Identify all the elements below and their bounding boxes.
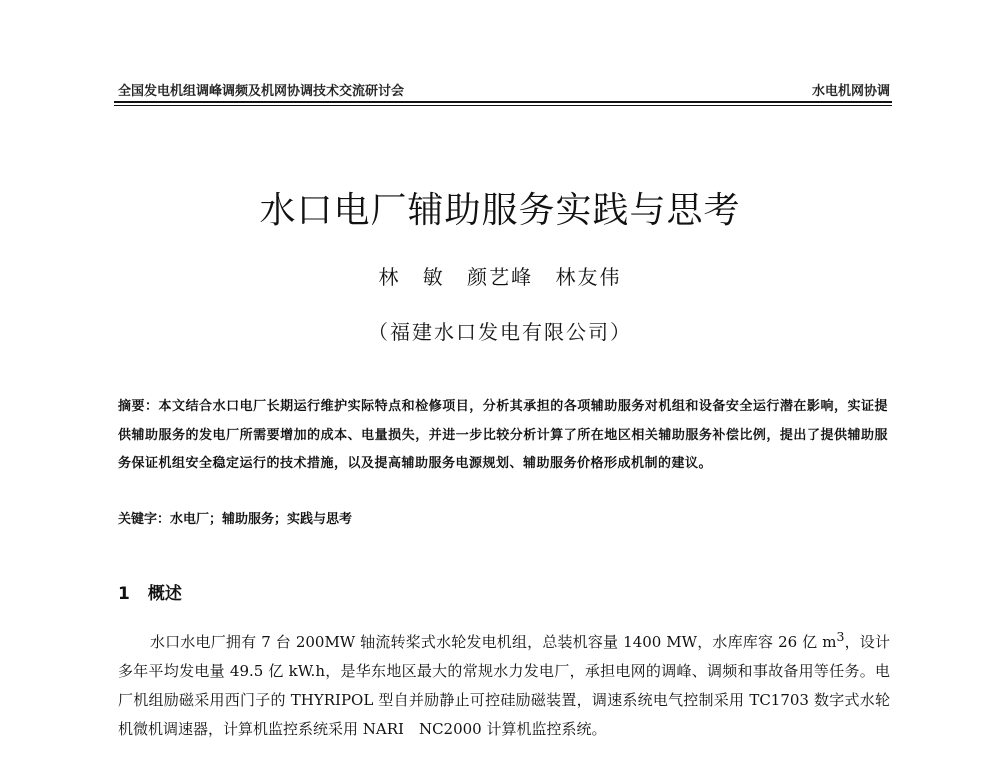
- abstract: [118, 393, 888, 479]
- body-superscript: 3: [836, 629, 845, 644]
- keywords: [118, 508, 888, 527]
- section-title: 概述: [147, 584, 182, 604]
- keywords-text: 水电厂；辅助服务；实践与思考: [170, 512, 353, 527]
- paper-affiliation: （福建水口发电有限公司）: [368, 320, 632, 344]
- body-text-part2: ，设计多年平均发电量 49.5 亿 kW.h，是华东地区最大的常规水力发电厂，承担电网的调峰、调频和事故备用等任务。电厂机组励磁采用西门子的 THYRIPOL 型自并励静止可控硅励磁装置，调速系统电气控制采用 TC1703 数字式水轮机微机调速器，计算机监控系统采用 NARI NC2000 计算机监控系统。: [118, 633, 890, 738]
- running-header: [118, 80, 890, 99]
- header-section-title: 水电机网协调: [811, 84, 890, 99]
- paper-authors: 林 敏 颜艺峰 林友伟: [378, 265, 622, 289]
- paper-title: 水口电厂辅助服务实践与思考: [259, 190, 741, 231]
- section-heading: [118, 579, 182, 604]
- keywords-label: 关键字：: [118, 512, 171, 527]
- abstract-text: 本文结合水口电厂长期运行维护实际特点和检修项目，分析其承担的各项辅助服务对机组和设备安全运行潜在影响，实证提供辅助服务的发电厂所需要增加的成本、电量损失，并进一步比较分析计算了所在地区相关辅助服务补偿比例，提出了提供辅助服务保证机组安全稳定运行的技术措施，以及提高辅助服务电源规划、辅助服务价格形成机制的建议。: [118, 399, 888, 471]
- body-text-part1: 水口水电厂拥有 7 台 200MW 轴流转桨式水轮发电机组，总装机容量 1400 MW，水库库容 26 亿 m: [150, 633, 837, 651]
- section-number: 1: [118, 584, 130, 604]
- header-rule: [114, 101, 892, 106]
- body-paragraph: [118, 622, 890, 744]
- abstract-label: 摘要：: [118, 399, 159, 414]
- header-conference-title: 全国发电机组调峰调频及机网协调技术交流研讨会: [118, 84, 405, 99]
